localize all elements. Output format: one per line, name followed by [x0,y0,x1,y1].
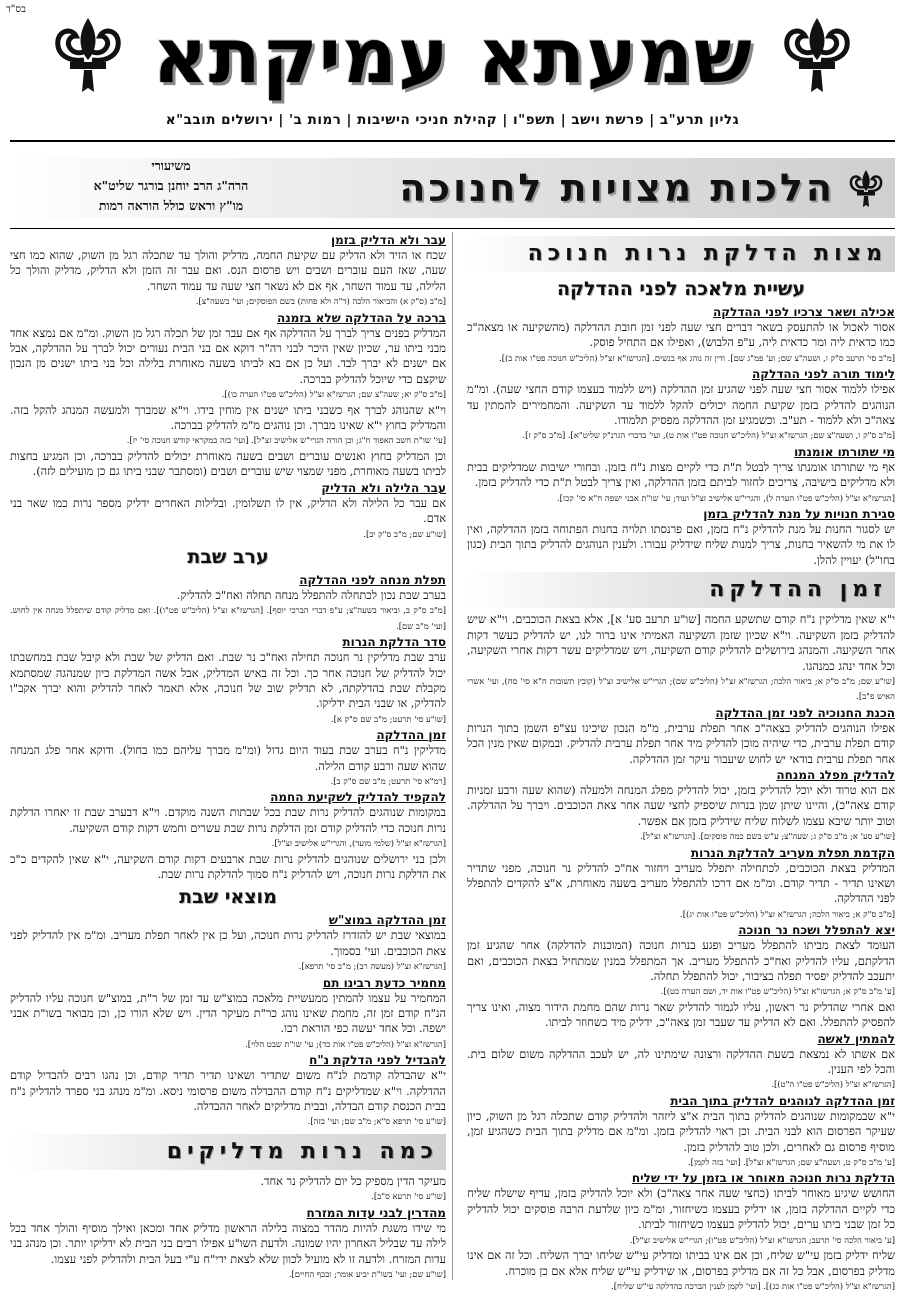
source-citation: [שו"ע סי' תרעט; מ"ב שם ס"ק א]. [330,713,446,724]
body-paragraph: אפילו ללמוד אסור חצי שעה לפני שהגיע זמן ההדלקה (ויש ללמוד בעצמו קודם החצי שעה). ומ"מ הנוהגים להדליק בזמן שקיעת החמה יכולים להקל ללמוד עד השקיעה. והמחמירים להמתין עד צאה"כ ולא ללמוד - תע"ב. וכשמגיע זמן ההדלקה מפסיק תלמודו. [467,383,895,428]
source-citation: [רמ"א סי' תרעט; מ"ב שם ס"ק ב]. [330,775,446,786]
topic-banner [10,150,895,226]
source-citation: [שו"ע שם; מ"ב ס"ק א; ביאור הלכה; הגרשז"א זצ"ל (הליכ"ש שם); הגרי"ש אלישיב זצ"ל (קובץ תשובות ח"א סי' סח), ועי' אשרי האיש פ"ב]. [467,675,895,702]
left-column [10,232,446,1280]
header-rule [10,140,895,142]
source-citation: [מ"ב (ס"ק א) והביאור הלכה (ד"ה ולא פחות) בשם הפוסקים; ועי' בשעה"צ]. [195,296,446,307]
topic-heading: הכנת החנוכיה לפני זמן ההדלקה [715,705,895,720]
body-paragraph: אם אשתו לא נמצאת בשעת ההדלקה ורצונה שימתינו לה, יש לעכב ההדלקה משום שלום בית. והכל לפי הענין. [467,1047,895,1077]
source-citation: [ע' מ"ב ס"ק א; הגרשז"א זצ"ל (הליכ"ש פט"ו אות יד, ושם הערה כט)]. [660,986,895,997]
body-paragraph: במקומות שנוהגים להדליק נרות שבת בכל שבתות השנה מוקדם. וי"א דבערב שבת זו יאחרו הדלקת נרות חנוכה כדי להדליק קודם זמן הדלקת נרות שבת עשרים וחמש דקות קודם השקיעה. [10,806,446,835]
fleur-de-lis-icon [777,14,857,98]
column-divider [452,232,453,1280]
content-rule [10,228,895,229]
topic-heading: עבר הלילה ולא הדליק [321,480,446,495]
body-paragraph: מדליקין נ"ח בערב שבת בעוד היום גדול (ומ"מ מברך עליהם כמו בחול). ודוקא אחר פלג המנחה שהוא שעה ורבע קודם הלילה. [10,744,446,773]
topic-heading: יצא להתפלל ושכח נר חנוכה [738,923,895,938]
topic-heading: מי שתורתו אומנתו [794,444,895,459]
body-paragraph: החושש שיגיע מאוחר לביתו (כחצי שעה אחר צאה"כ) ולא יוכל להדליק בזמן, עדיף שישלח שליח כדי לקיים ההדלקה בזמן, או ידליק בעצמו כשיחזור, ומ"מ כיון שלדעת הרבה פוסקים יכול להדליק כל זמן שבני ביתו ערים, יכול להדליק בעצמו כשיחזור לביתו. [467,1187,895,1232]
source-citation: [שו"ע שם; ועי' בשו"ת יביע אומר; ובכף החיים]. [288,1268,446,1279]
credits-line: הרה"ג הרב יוחנן בורגר שליט"א [93,178,249,193]
topic-heading: סדר הדלקת הנרות [342,635,446,650]
topic-heading: להקפיד להדליק לשקיעת החמה [270,790,446,805]
body-paragraph: המחמיר על עצמו להמתין ממעשיית מלאכה במוצ"ש עד זמן של ר"ת, במוצ"ש חנוכה עליו להדליק הנ"ח קודם זמן זה, מחמת שאינו נוהג כר"ת מעיקר הדין. ויש שלא הורו כן, וכן מבואר בשו"ת אבני ישפה. וכל אחד יעשה כפי הוראת רבו. [10,991,446,1036]
section-banner: מצות הדלקת נרות חנוכה [467,236,895,272]
source-citation: [הגרשז"א זצ"ל (מעשה רב); מ"ב סי' תרפא]. [298,961,446,972]
issue-info: גליון תרע"ב | פרשת וישב | תשפ"ו | קהילת חניכי הישיבות | רמות ב' | ירושלים תובב"א [165,112,740,128]
source-citation: [הגרשז"א זצ"ל (הליכ"ש פט"ו אות כג)]. [ועי' לקמן לענין הברכה בהדלקה עי"ש שליח]. [611,1280,895,1291]
section-subtitle: ערב שבת [187,545,269,568]
topic-heading: זמן ההדלקה [376,728,446,743]
body-paragraph: ואם אחרי שהדליק נר ראשון, עליו לגמור להדליק שאר נרות שהם מחמת הידור מצוה, ואינו צריך להפסיק להתפלל. ואם לא הדליק עד שעבר זמן צאה"כ, ידליק מיד כשחוזר לביתו. [467,1000,895,1030]
source-citation: [הגרשז"א זצ"ל (הליכ"ש פט"ו אות כד); עי' שו"ת שבט הלוי]. [245,1038,446,1049]
body-paragraph: המדליק בצאת הכוכבים, לכתחילה יתפלל מעריב ויחזור אח"כ להדליק נר חנוכה, מפני שתדיר ושאינו תדיר - תדיר קודם. ומ"מ אם דרכו להתפלל מעריב בשעה מאוחרת, א"צ להקדים להתפלל לפני ההדלקה. [467,861,895,906]
source-citation: [מ"ב ס"ק יא; שעה"צ שם; הגרשז"א זצ"ל (הליכ"ש פט"ו הערה כו)]. [221,389,446,400]
body-paragraph: מי שידו משגת להיות מהדר במצוה בלילה הראשון מדליק אחד ומכאן ואילך מוסיף והולך אחד בכל לילה עד שבליל האחרון יהיו שמונה. ולדעת השו"ע אפילו רבים בני הבית לא ידליקו יותר. וכן מנהג בני עדות המזרח. ולדעה זו לא מועיל לכוון שלא לצאת ידי"ח ע"י בעל הבית ולהדליק לפני עצמו. [10,1221,446,1266]
source-citation: [שו"ע סי' תרעא ס"ב]. [371,1191,446,1202]
topic-heading: להבדיל לפני הדלקת נ"ח [309,1053,446,1068]
source-citation: [עי' שו"ת חשב האפוד ח"ג; וכן הורה הגרי"ש אלישיב זצ"ל]. [ועי' בזה במקראי קודש חנוכה סי' יז]. [126,435,446,446]
source-citation: [ע' מ"ב ס"ק ט, ושעה"צ שם; הגרשז"א זצ"ל]. [ועי' בזה לקמן]. [688,1157,895,1168]
body-paragraph: אף מי שתורתו אומנתו צריך לבטל ת"ת כדי לקיים מצות נ"ח בזמן. ובחורי ישיבות שמדליקים בבית ולא מדליקים בישיבה, צריכים לחזור לביתם בזמן ההדלקה, ואין צריך לבטל ת"ת כדי להדליק בזמן. [467,460,895,490]
source-citation: [מ"ב ס"ק א; ביאור הלכה; הגרשז"א זצ"ל (הליכ"ש פט"ו אות יג)]. [680,908,895,919]
topic-heading: זמן ההדלקה במוצ"ש [328,913,446,928]
body-paragraph: ערב שבת מדליקין נר חנוכה תחילה ואח"כ נר שבת. ואם הדליק של שבת ולא קיבל שבת במחשבתו יכול להדליק של חנוכה אחר כך. וכל זה באיש המדליק, אבל אשה המדלקת כיון שמנהגה שמסתמא מקבלת שבת בהדלקתה, לא תדליק שוב של חנוכה, אלא תאמר לאחר להדליק והוא יברך אקב"ו להדליק, או שבני הבית ידליקו. [10,651,446,711]
section-banner: כמה נרות מדליקים [10,1134,446,1170]
source-citation: [שו"ע שם; מ"ב ס"ק יב]. [363,528,446,539]
topic-heading: הדלקת נרות חנוכה מאוחר או בזמן על ידי שליח [631,1171,895,1186]
body-paragraph: אפילו הנוהגים להדליק בצאה"כ אחר תפלת ערבית, מ"מ הנכון שיכינו עצ"פ השמן בתוך הנרות קודם תפלת ערבית, כדי שיהיה מוכן להדליק מיד אחר תפלת ערבית להדליק. ובמקום שאין מנין הכל אחר תפלת ערבית בודאי יש לחוש שיעבור עיקר זמן ההדלקה. [466,721,895,766]
source-citation: [מ"ב ס"ק ב, וביאור בשעה"צ; ע"פ דברי הברכי יוסף]. [הגרשז"א זצ"ל (הליכ"ש פט"ו)]. ואם מדליק קודם שיתפלל מנחה אין לחוש. [ועי' מ"ב שם]. [10,605,446,631]
body-paragraph: המדליק בפנים צריך לברך על ההדלקה אף אם עבר זמן של תכלה רגל מן השוק. ומ"מ אם נמצא אחד מבני ביתו ער, שכיון שאין היכר לבני רה"ר דוקא אם בני הבית נעורים יכול לברך על ההדלקה, אבל אם ישנים לא יברך לבד. ועל כן אם בא לביתו בשעה מאוחרת בלילה וכל בני ביתו ישנים מן הנכון שיקצם כדי שיוכל להדליק בברכה. [10,326,446,386]
section-banner: זמן ההדלקה [467,572,895,608]
source-citation: [הגרשז"א זצ"ל (הליכ"ש פט"ו ה"ט)]. [771,1079,895,1090]
body-paragraph: העומד לצאת מביתו להתפלל מעריב ופגע בנרות חנוכה (המוכנות להדלקה) אחר שהגיע זמן הדלקתם, עליו להדליק ואח"כ להתפלל מעריב. אך המתפלל במנין שמתחיל בצאת הכוכבים, ואם יתעכב להדליק יפסיד תפלה בציבור, יכול להתפלל תחלה. [467,939,895,983]
right-column [466,232,895,1291]
topic-heading: זמן ההדלקה לנוהגים להדליק בתוך הבית [670,1093,895,1108]
body-paragraph: אם הוא טרוד ולא יוכל להדליק בזמן, יכול להדליק מפלג המנחה ולמעלה (שהוא שעה ורבע זמניות קודם צאה"כ), והיינו שיתן שמן בנרות שיספיק לחצי שעה אחר צאת הכוכבים. ויברך על ההדלקה. וטוב יותר שיבא עצמו לשלוח שליח שידליק בזמן אם אפשר. [467,783,895,828]
topic-heading: סגירת חנויות על מנת להדליק בזמן [703,507,895,522]
topic-title: הלכות מצויות לחנוכה [399,166,835,210]
section-subtitle: עשיית מלאכה לפני ההדלקה [557,278,805,300]
body-paragraph: וכן המדליק בחוץ ואנשים עוברים ושבים בשעה מאוחרת יכולים להדליק בברכה, וכן המגיע בחצות לביתו בשעה מאוחרת, מפני שמצוי שיש עוברים ושבים (ומסתבר שבני ביתו גם כן מועילים לזה). [10,449,446,479]
masthead [0,8,905,104]
body-paragraph: יש לסגור החנות על מנת להדליק נ"ח בזמן, ואם פרנסתו תלויה בחנות הפתוחה בזמן ההדלקה, ואין לו את מי להשאיר בחנות, צריך למנות שליח שידליק עבורו. ולענין הנוהגים להדליק בתוך הבית (כגון בחו"ל) יעויין להלן. [467,523,895,567]
source-citation: [שו"ע סע' א; מ"ב ס"ק ג; שעה"צ; ע"ש בשם כמה פוסקים]. [הגרשז"א זצ"ל]. [640,831,895,842]
topic-heading: להמתין לאשה [817,1031,895,1046]
source-citation: [הגרשז"א זצ"ל (שלמי מועד), והגרי"ש אלישיב זצ"ל]. [271,838,446,849]
source-citation: [מ"ב ס"ק ו, ושעה"צ שם; הגרשז"א זצ"ל (הליכ"ש חנוכה פט"ו אות ט), ועי' בדברי הגרנ"ק שליט"א]. [מ"ב ס"ק ז]. [522,430,895,441]
source-citation: [הגרשז"א זצ"ל (הליכ"ש פט"ו הערה ל), והגרי"ש אלישיב זצ"ל ועוד; עי' שו"ת אבני ישפה ח"א סי' קכז]. [556,492,895,503]
topic-heading: להדליק מפלג המנחה [776,767,895,782]
source-citation: [מ"ב סי' תרעב ס"ק ו, ושעה"צ שם; וע' פמ"ג שם]. ודין זה נוהג אף בנשים. [הגרשז"א זצ"ל (הליכ"ש חנוכה פט"ו אות כ)]. [499,352,895,363]
source-citation: [ע' ביאור הלכה סי' תרעב; הגרשז"א זצ"ל (הליכ"ש פט"ו); הגרי"ש אלישיב זצ"ל]. [629,1234,895,1245]
fleur-de-lis-icon [48,14,128,98]
body-paragraph: שליח ידליק בזמן עי"ש שליח, וכן אם אינו בביתו ומדליק עי"ש שליחו יברך השליח. וכל זה אם אינו מדליק בפרסום, אבל כל זה אם מדליק בפרסום, או שידליק עי"ש שליח אלא אם כן מוכרח. [467,1249,895,1278]
topic-heading: אכילה ושאר צרכיו לפני ההדלקה [713,305,895,319]
section-subtitle: מוצאי שבת [179,886,277,909]
topic-heading: ברכה על ההדלקה שלא בזמנה [276,310,446,325]
masthead-title: שמעתא עמיקתא [152,11,753,100]
body-paragraph: שכח או הזיד ולא הדליק עם שקיעת החמה, מדליק והולך עד שתכלה רגל מן השוק, שהוא כמו חצי שעה, שאז העם עוברים ושבים ויש פרסום הנס. ואם עבר זה הזמן ולא הדליק, מדליק והולך כל הלילה, עד עמוד השחר, אף אם לא נשאר חצי שעה עד עמוד השחר. [10,249,446,293]
body-paragraph: אם עבר כל הלילה ולא הדליק, אין לו תשלומין. ובלילות האחרים ידליק מספר נרות כמו שאר בני אדם. [10,496,446,526]
credits [36,156,306,216]
corner-mark: בס"ד [6,4,26,15]
topic-heading: תפלת מנחה לפני ההדלקה [299,572,446,587]
body-paragraph: י"א שהבדלה קודמת לנ"ח משום שתדיר ושאינו תדיר תדיר קודם, וכן נהגו רבים להבדיל קודם ההדלקה. וי"א שמדליקים נ"ח קודם ההבדלה משום פרסומי ניסא. ומ"מ מנהג בני ספרד להדליק נ"ח בבית הכנסת קודם הבדלה, ובבית מדליקים לאחר ההבדלה. [10,1069,446,1114]
credits-line: משיעורי [151,158,191,173]
body-paragraph: בערב שבת נכון לכתחלה להתפלל מנחה תחלה ואח"כ להדליק. [176,588,446,602]
topic-heading: עבר ולא הדליק בזמן [330,233,446,247]
body-paragraph: במוצאי שבת יש להזדרז להדליק נרות חנוכה, ועל כן אין לאחר תפלת מעריב. ומ"מ אין להדליק לפני צאת הכוכבים. ועי' בסמוך. [10,929,446,958]
source-citation: [שו"ע סי' תרפא ס"א; מ"ב שם; ועי' בזה]. [307,1116,446,1127]
topic-heading: מחמיר כדעת רבינו תם [322,975,446,990]
body-paragraph: י"א שבמקומות שנוהגים להדליק בתוך הבית א"צ ליזהר ולהדליק קודם שתכלה רגל מן השוק, כיון שעיקר הפרסום הוא לבני הבית. וכן ראוי להדליק בזמן. ומ"מ אם מדליק בתוך הבית כשהגיע זמן, מוסיף פרסום גם לאחרים, ולכן טוב להדליק בזמן. [467,1109,895,1154]
topic-heading: הקדמת תפלת מעריב להדלקת הנרות [690,845,895,860]
body-paragraph: אסור לאכול או להתעסק בשאר דברים חצי שעה לפני זמן חובת ההדלקה (מהשקיעה או מצאה"כ כמו כדאית ליה ומר כדאית ליה, ע"פ הלבוש), ואפילו אם התחיל פוסק. [467,321,895,350]
topic-heading: לימוד תורה לפני ההדלקה [752,367,895,382]
body-paragraph: ולכן בני ירושלים שנוהגים להדליק נרות שבת ארבעים דקות קודם השקיעה, י"א שאין להקדים כ"כ את הדלקת נרות חנוכה, ויש להדליק נ"ח סמוך להדלקת נרות שבת. [10,852,446,881]
topic-heading: מהדרין לבני עדות המזרח [306,1205,446,1220]
body-paragraph: וי"א שהנוהג לברך אף כשבני ביתו ישנים אין מוחין בידו. וי"א שמברך ולמעשה המנהג להקל בזה. והמדליק בחוץ י"א שאינו מברך. וכן נוהגים מ"מ להדליק בברכה. [10,403,446,433]
fleur-de-lis-icon [845,168,887,210]
body-paragraph: י"א שאין מדליקין נ"ח קודם שתשקע החמה [שו"ע תרעב סע' א], אלא בצאת הכוכבים. וי"א שיש להדליק בזמן השקיעה. וי"א שכיון שזמן השקיעה האמיתי אינו ברור לנו, יש להדליק כעשר דקות אחר השקיעה. והמנהג בירושלים להדליק קודם השקיעה, ויש שמדליקים עשר דקות אחרי השקיעה, וכל אחד ינהג כמנהגו. [467,613,895,673]
credits-line: מו"ץ וראש כולל הוראה רמות [98,198,244,213]
body-paragraph: מעיקר הדין מספיק כל יום להדליק נר אחד. [260,1174,446,1188]
